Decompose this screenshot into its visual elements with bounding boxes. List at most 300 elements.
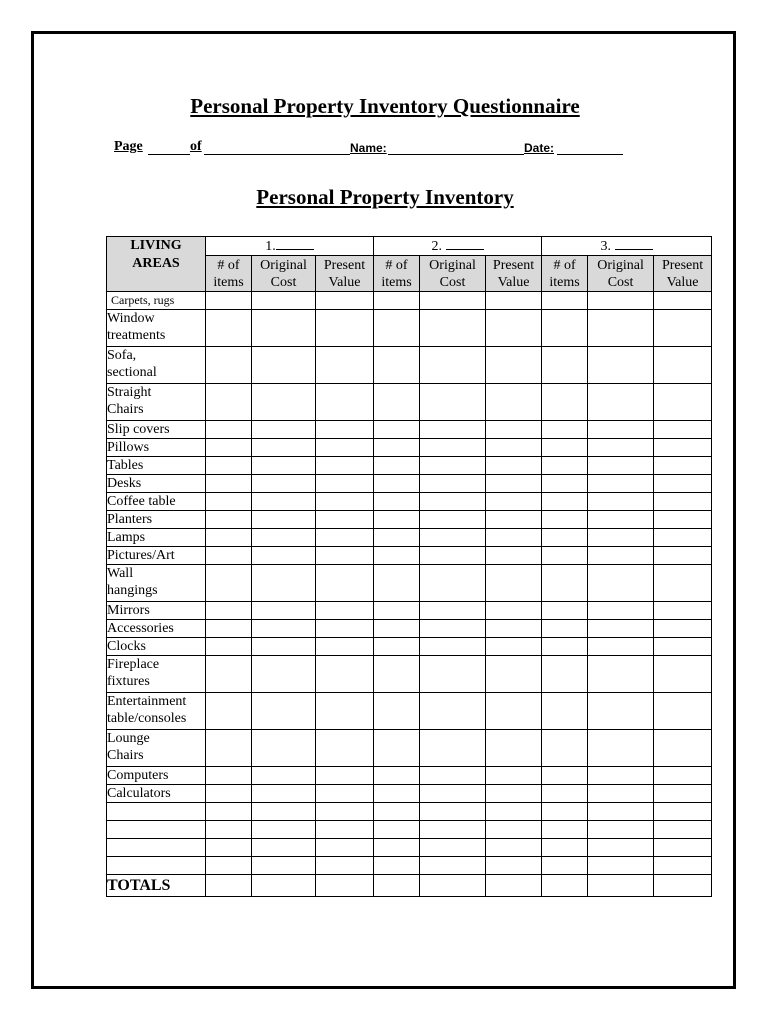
room-3-number: 3. <box>600 239 612 254</box>
entry-cell[interactable] <box>206 493 252 511</box>
entry-cell[interactable] <box>252 785 316 803</box>
sub-header-line: Value <box>328 274 361 290</box>
entry-cell[interactable] <box>654 803 712 821</box>
total-cell[interactable] <box>374 875 420 897</box>
entry-cell[interactable] <box>542 292 588 310</box>
entry-cell[interactable] <box>374 620 420 638</box>
entry-cell[interactable] <box>654 821 712 839</box>
living-areas-header-line1: LIVING <box>130 238 182 253</box>
entry-cell[interactable] <box>420 821 486 839</box>
entry-cell[interactable] <box>316 767 374 785</box>
entry-cell[interactable] <box>374 457 420 475</box>
entry-cell[interactable] <box>654 475 712 493</box>
entry-cell[interactable] <box>316 821 374 839</box>
entry-cell[interactable] <box>206 767 252 785</box>
entry-cell[interactable] <box>316 803 374 821</box>
entry-cell[interactable] <box>588 475 654 493</box>
entry-cell[interactable] <box>316 292 374 310</box>
entry-cell[interactable] <box>420 857 486 875</box>
entry-cell[interactable] <box>316 310 374 347</box>
entry-cell[interactable] <box>420 656 486 693</box>
entry-cell[interactable] <box>316 857 374 875</box>
entry-cell[interactable] <box>374 529 420 547</box>
entry-cell[interactable] <box>486 857 542 875</box>
entry-cell[interactable] <box>588 511 654 529</box>
entry-cell[interactable] <box>486 384 542 421</box>
entry-cell[interactable] <box>654 767 712 785</box>
sub-header-line: Present <box>323 257 366 273</box>
total-cell[interactable] <box>588 875 654 897</box>
row-label-line: Carpets, rugs <box>111 293 175 307</box>
entry-cell[interactable] <box>588 839 654 857</box>
entry-cell[interactable] <box>252 857 316 875</box>
entry-cell[interactable] <box>420 439 486 457</box>
entry-cell[interactable] <box>316 457 374 475</box>
entry-cell[interactable] <box>654 511 712 529</box>
entry-cell[interactable] <box>252 511 316 529</box>
entry-cell[interactable] <box>486 656 542 693</box>
table-row <box>107 493 712 511</box>
entry-cell[interactable] <box>588 292 654 310</box>
entry-cell[interactable] <box>654 292 712 310</box>
row-label-line: Tables <box>107 458 144 473</box>
entry-cell[interactable] <box>486 821 542 839</box>
entry-cell[interactable] <box>316 565 374 602</box>
entry-cell[interactable] <box>654 547 712 565</box>
entry-cell[interactable] <box>588 310 654 347</box>
row-label <box>107 529 206 547</box>
page-number-field[interactable] <box>148 154 190 155</box>
entry-cell[interactable] <box>420 693 486 730</box>
entry-cell[interactable] <box>542 529 588 547</box>
sub-header-line: items <box>381 274 412 290</box>
entry-cell[interactable] <box>206 529 252 547</box>
table-row <box>107 656 712 693</box>
entry-cell[interactable] <box>486 347 542 384</box>
entry-cell[interactable] <box>374 803 420 821</box>
entry-cell[interactable] <box>486 421 542 439</box>
entry-cell[interactable] <box>252 602 316 620</box>
entry-cell[interactable] <box>486 310 542 347</box>
entry-cell[interactable] <box>374 292 420 310</box>
entry-cell[interactable] <box>252 565 316 602</box>
table-row <box>107 347 712 384</box>
entry-cell[interactable] <box>374 785 420 803</box>
entry-cell[interactable] <box>206 857 252 875</box>
total-cell[interactable] <box>420 875 486 897</box>
entry-cell[interactable] <box>374 439 420 457</box>
totals-row <box>107 875 712 897</box>
entry-cell[interactable] <box>316 693 374 730</box>
entry-cell[interactable] <box>374 347 420 384</box>
entry-cell[interactable] <box>654 310 712 347</box>
entry-cell[interactable] <box>654 839 712 857</box>
entry-cell[interactable] <box>486 620 542 638</box>
entry-cell[interactable] <box>486 602 542 620</box>
row-label <box>107 693 206 730</box>
entry-cell[interactable] <box>542 565 588 602</box>
entry-cell[interactable] <box>542 347 588 384</box>
entry-cell[interactable] <box>542 620 588 638</box>
entry-cell[interactable] <box>654 439 712 457</box>
entry-cell[interactable] <box>252 693 316 730</box>
row-label <box>107 839 206 857</box>
entry-cell[interactable] <box>206 785 252 803</box>
row-label <box>107 310 206 347</box>
row-label <box>107 803 206 821</box>
entry-cell[interactable] <box>588 347 654 384</box>
entry-cell[interactable] <box>206 638 252 656</box>
entry-cell[interactable] <box>316 730 374 767</box>
entry-cell[interactable] <box>486 493 542 511</box>
entry-cell[interactable] <box>486 475 542 493</box>
entry-cell[interactable] <box>316 421 374 439</box>
row-label <box>107 292 206 310</box>
entry-cell[interactable] <box>588 730 654 767</box>
entry-cell[interactable] <box>252 493 316 511</box>
entry-cell[interactable] <box>654 693 712 730</box>
entry-cell[interactable] <box>542 857 588 875</box>
entry-cell[interactable] <box>316 620 374 638</box>
entry-cell[interactable] <box>316 384 374 421</box>
entry-cell[interactable] <box>374 857 420 875</box>
entry-cell[interactable] <box>588 821 654 839</box>
entry-cell[interactable] <box>654 638 712 656</box>
document-title: Personal Property Inventory Questionnaire <box>190 94 580 118</box>
entry-cell[interactable] <box>654 785 712 803</box>
entry-cell[interactable] <box>654 620 712 638</box>
entry-cell[interactable] <box>206 475 252 493</box>
table-row <box>107 457 712 475</box>
entry-cell[interactable] <box>588 602 654 620</box>
entry-cell[interactable] <box>206 565 252 602</box>
entry-cell[interactable] <box>420 384 486 421</box>
row-label-line: Pillows <box>107 440 150 455</box>
row-label-line: Slip covers <box>107 422 170 437</box>
room-1-col-items-header <box>206 256 252 292</box>
row-label <box>107 439 206 457</box>
entry-cell[interactable] <box>252 439 316 457</box>
row-label-line: sectional <box>107 365 157 380</box>
entry-cell[interactable] <box>374 730 420 767</box>
total-cell[interactable] <box>486 875 542 897</box>
entry-cell[interactable] <box>588 656 654 693</box>
entry-cell[interactable] <box>542 310 588 347</box>
date-field[interactable] <box>557 154 623 155</box>
page-label: Page <box>114 139 143 154</box>
totals-label: TOTALS <box>107 875 206 897</box>
room-1-col-present-value-header <box>316 256 374 292</box>
total-cell[interactable] <box>542 875 588 897</box>
entry-cell[interactable] <box>252 421 316 439</box>
row-label <box>107 821 206 839</box>
entry-cell[interactable] <box>252 310 316 347</box>
entry-cell[interactable] <box>588 857 654 875</box>
entry-cell[interactable] <box>206 292 252 310</box>
entry-cell[interactable] <box>374 547 420 565</box>
entry-cell[interactable] <box>654 421 712 439</box>
entry-cell[interactable] <box>654 457 712 475</box>
row-label-line: Chairs <box>107 748 144 763</box>
entry-cell[interactable] <box>420 310 486 347</box>
entry-cell[interactable] <box>374 638 420 656</box>
entry-cell[interactable] <box>252 292 316 310</box>
entry-cell[interactable] <box>420 602 486 620</box>
entry-cell[interactable] <box>542 384 588 421</box>
sub-header-line: Cost <box>270 274 297 290</box>
entry-cell[interactable] <box>206 457 252 475</box>
row-label <box>107 620 206 638</box>
entry-cell[interactable] <box>588 693 654 730</box>
entry-cell[interactable] <box>542 803 588 821</box>
entry-cell[interactable] <box>252 656 316 693</box>
entry-cell[interactable] <box>374 493 420 511</box>
entry-cell[interactable] <box>486 638 542 656</box>
entry-cell[interactable] <box>654 493 712 511</box>
entry-cell[interactable] <box>316 602 374 620</box>
entry-cell[interactable] <box>316 347 374 384</box>
sub-header-line: Value <box>666 274 699 290</box>
entry-cell[interactable] <box>486 565 542 602</box>
entry-cell[interactable] <box>588 384 654 421</box>
entry-cell[interactable] <box>486 529 542 547</box>
entry-cell[interactable] <box>316 511 374 529</box>
entry-cell[interactable] <box>316 547 374 565</box>
entry-cell[interactable] <box>316 493 374 511</box>
entry-cell[interactable] <box>542 421 588 439</box>
entry-cell[interactable] <box>542 785 588 803</box>
room-2-header <box>374 237 542 256</box>
entry-cell[interactable] <box>654 602 712 620</box>
entry-cell[interactable] <box>252 620 316 638</box>
entry-cell[interactable] <box>374 511 420 529</box>
entry-cell[interactable] <box>374 565 420 602</box>
entry-cell[interactable] <box>206 693 252 730</box>
room-1-name-field[interactable] <box>276 237 314 250</box>
entry-cell[interactable] <box>542 475 588 493</box>
entry-cell[interactable] <box>486 839 542 857</box>
entry-cell[interactable] <box>206 821 252 839</box>
entry-cell[interactable] <box>486 767 542 785</box>
entry-cell[interactable] <box>206 421 252 439</box>
entry-cell[interactable] <box>542 439 588 457</box>
entry-cell[interactable] <box>252 730 316 767</box>
entry-cell[interactable] <box>420 638 486 656</box>
row-label-line: Accessories <box>107 621 174 636</box>
row-label <box>107 547 206 565</box>
entry-cell[interactable] <box>252 529 316 547</box>
sub-header-line: Present <box>661 257 704 273</box>
entry-cell[interactable] <box>206 547 252 565</box>
entry-cell[interactable] <box>374 821 420 839</box>
entry-cell[interactable] <box>252 821 316 839</box>
entry-cell[interactable] <box>588 421 654 439</box>
entry-cell[interactable] <box>252 839 316 857</box>
entry-cell[interactable] <box>206 656 252 693</box>
entry-cell[interactable] <box>252 767 316 785</box>
entry-cell[interactable] <box>486 730 542 767</box>
entry-cell[interactable] <box>486 439 542 457</box>
entry-cell[interactable] <box>206 839 252 857</box>
entry-cell[interactable] <box>588 620 654 638</box>
entry-cell[interactable] <box>374 475 420 493</box>
entry-cell[interactable] <box>206 620 252 638</box>
entry-cell[interactable] <box>486 547 542 565</box>
row-label <box>107 602 206 620</box>
row-label-line: Lamps <box>107 530 146 545</box>
entry-cell[interactable] <box>588 638 654 656</box>
entry-cell[interactable] <box>420 493 486 511</box>
entry-cell[interactable] <box>420 785 486 803</box>
entry-cell[interactable] <box>252 347 316 384</box>
sub-header-line: Original <box>597 257 644 273</box>
entry-cell[interactable] <box>316 529 374 547</box>
room-1-number: 1. <box>265 239 276 254</box>
room-2-name-field[interactable] <box>446 237 484 250</box>
entry-cell[interactable] <box>420 292 486 310</box>
entry-cell[interactable] <box>542 457 588 475</box>
entry-cell[interactable] <box>486 785 542 803</box>
entry-cell[interactable] <box>252 638 316 656</box>
entry-cell[interactable] <box>542 638 588 656</box>
entry-cell[interactable] <box>420 511 486 529</box>
total-cell[interactable] <box>654 875 712 897</box>
table-row <box>107 857 712 875</box>
entry-cell[interactable] <box>420 730 486 767</box>
entry-cell[interactable] <box>542 767 588 785</box>
entry-cell[interactable] <box>588 565 654 602</box>
entry-cell[interactable] <box>206 511 252 529</box>
of-label: of <box>190 139 202 154</box>
entry-cell[interactable] <box>206 602 252 620</box>
entry-cell[interactable] <box>374 421 420 439</box>
entry-cell[interactable] <box>316 785 374 803</box>
entry-cell[interactable] <box>486 803 542 821</box>
room-3-name-field[interactable] <box>615 237 653 250</box>
page-total-field[interactable] <box>204 154 350 155</box>
entry-cell[interactable] <box>252 457 316 475</box>
entry-cell[interactable] <box>542 493 588 511</box>
row-label <box>107 638 206 656</box>
entry-cell[interactable] <box>206 439 252 457</box>
entry-cell[interactable] <box>420 839 486 857</box>
room-3-col-present-value-header <box>654 256 712 292</box>
sub-header-line: Original <box>260 257 307 273</box>
table-row <box>107 565 712 602</box>
entry-cell[interactable] <box>316 439 374 457</box>
entry-cell[interactable] <box>542 730 588 767</box>
row-label <box>107 475 206 493</box>
entry-cell[interactable] <box>316 475 374 493</box>
entry-cell[interactable] <box>206 803 252 821</box>
entry-cell[interactable] <box>374 310 420 347</box>
entry-cell[interactable] <box>420 803 486 821</box>
entry-cell[interactable] <box>588 529 654 547</box>
entry-cell[interactable] <box>486 511 542 529</box>
room-1-header <box>206 237 374 256</box>
entry-cell[interactable] <box>252 803 316 821</box>
entry-cell[interactable] <box>588 785 654 803</box>
entry-cell[interactable] <box>654 857 712 875</box>
entry-cell[interactable] <box>374 839 420 857</box>
entry-cell[interactable] <box>206 347 252 384</box>
entry-cell[interactable] <box>654 565 712 602</box>
entry-cell[interactable] <box>542 693 588 730</box>
table-row <box>107 439 712 457</box>
entry-cell[interactable] <box>420 767 486 785</box>
entry-cell[interactable] <box>654 529 712 547</box>
entry-cell[interactable] <box>374 693 420 730</box>
entry-cell[interactable] <box>420 347 486 384</box>
entry-cell[interactable] <box>588 803 654 821</box>
entry-cell[interactable] <box>252 547 316 565</box>
name-field[interactable] <box>388 154 524 155</box>
entry-cell[interactable] <box>420 620 486 638</box>
entry-cell[interactable] <box>374 767 420 785</box>
row-label <box>107 384 206 421</box>
entry-cell[interactable] <box>654 656 712 693</box>
entry-cell[interactable] <box>588 767 654 785</box>
entry-cell[interactable] <box>588 493 654 511</box>
entry-cell[interactable] <box>206 384 252 421</box>
entry-cell[interactable] <box>542 839 588 857</box>
row-label-line: Coffee table <box>107 494 176 509</box>
entry-cell[interactable] <box>420 421 486 439</box>
entry-cell[interactable] <box>654 347 712 384</box>
entry-cell[interactable] <box>542 821 588 839</box>
table-row <box>107 602 712 620</box>
entry-cell[interactable] <box>486 292 542 310</box>
entry-cell[interactable] <box>654 730 712 767</box>
entry-cell[interactable] <box>486 693 542 730</box>
entry-cell[interactable] <box>420 475 486 493</box>
entry-cell[interactable] <box>316 656 374 693</box>
entry-cell[interactable] <box>206 730 252 767</box>
entry-cell[interactable] <box>420 457 486 475</box>
entry-cell[interactable] <box>542 547 588 565</box>
entry-cell[interactable] <box>588 547 654 565</box>
entry-cell[interactable] <box>420 565 486 602</box>
entry-cell[interactable] <box>374 602 420 620</box>
entry-cell[interactable] <box>316 839 374 857</box>
entry-cell[interactable] <box>252 384 316 421</box>
entry-cell[interactable] <box>542 656 588 693</box>
entry-cell[interactable] <box>420 529 486 547</box>
table-row <box>107 384 712 421</box>
total-cell[interactable] <box>316 875 374 897</box>
entry-cell[interactable] <box>374 656 420 693</box>
entry-cell[interactable] <box>374 384 420 421</box>
entry-cell[interactable] <box>542 602 588 620</box>
row-label-line: Entertainment <box>107 694 187 709</box>
entry-cell[interactable] <box>542 511 588 529</box>
table-row <box>107 821 712 839</box>
entry-cell[interactable] <box>486 457 542 475</box>
entry-cell[interactable] <box>252 475 316 493</box>
row-label-line: Mirrors <box>107 603 150 618</box>
table-row <box>107 839 712 857</box>
entry-cell[interactable] <box>588 439 654 457</box>
total-cell[interactable] <box>252 875 316 897</box>
table-row <box>107 785 712 803</box>
entry-cell[interactable] <box>206 310 252 347</box>
entry-cell[interactable] <box>654 384 712 421</box>
entry-cell[interactable] <box>316 638 374 656</box>
entry-cell[interactable] <box>588 457 654 475</box>
total-cell[interactable] <box>206 875 252 897</box>
sub-header-line: # of <box>553 257 576 273</box>
entry-cell[interactable] <box>420 547 486 565</box>
